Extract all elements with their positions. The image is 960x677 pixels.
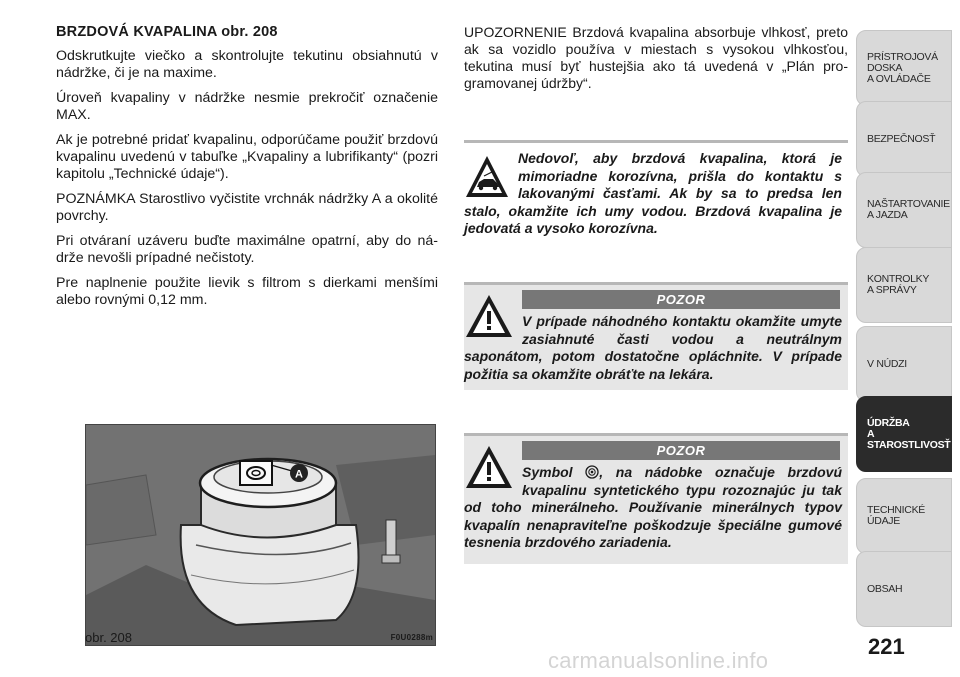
page-number: 221 xyxy=(868,634,905,659)
exclamation-warning-icon xyxy=(464,293,514,339)
paragraph-5: Pri otváraní uzáveru buďte maximálne opatrní, aby do nádrže nevošli prípadné nečistoty. xyxy=(56,233,438,266)
tab-kontrolky[interactable] xyxy=(856,247,952,323)
pozor-2-box xyxy=(464,436,848,564)
pozor-1-text: V prípade náhodného kontaktu okamžite umyte zasiahnuté časti vodou a neutrálnym saponátom, potom dostatočne opláchnite. V prípade požitia sa okamžite obráťte na lekára. xyxy=(464,313,842,382)
pozor-2-text-end: , na nádobke označuje brzdovú kvapalinu syntetického typu rozoznajúc ju tak od toho minerálneho. Používanie minerálnych typov kvapalín nenapraviteľne poškodzuje špeciálne gumové tesnenia brzdového zariadenia. xyxy=(464,464,842,550)
tab-obsah[interactable] xyxy=(856,551,952,627)
tab-v-nudzi[interactable] xyxy=(856,326,952,402)
tab-label: NAŠTARTOVANIE A JAZDA xyxy=(867,198,950,221)
section-heading: BRZDOVÁ KVAPALINA obr. 208 xyxy=(56,24,278,40)
tab-label: OBSAH xyxy=(867,582,903,595)
tab-technicke-udaje[interactable] xyxy=(856,478,952,554)
synthetic-fluid-symbol-icon xyxy=(585,465,599,479)
car-warning-icon xyxy=(464,154,510,200)
paragraph-3: Ak je potrebné pridať kvapalinu, odporúčame použiť brzdovú kvapalinu uvedenú v tabuľke „Kvapaliny a lubrifikanty“ (pozri kapitolu „Technické údaje“). xyxy=(56,132,438,182)
tab-label: PRÍSTROJOVÁ DOSKA A OVLÁDAČE xyxy=(867,50,938,85)
paint-warning-box xyxy=(464,146,848,242)
brake-reservoir-figure xyxy=(85,424,436,646)
paragraph-1: Odskrutkujte viečko a skontrolujte tekutinu obsiahnutú v nádržke, či je na maxime. xyxy=(56,48,438,81)
paragraph-2: Úroveň kvapaliny v nádržke nesmie prekročiť označenie MAX. xyxy=(56,90,438,123)
exclamation-warning-icon-2 xyxy=(464,444,514,490)
tab-nastartovanie[interactable] xyxy=(856,172,952,248)
pozor-1-box xyxy=(464,285,848,390)
tab-label: BEZPEČNOSŤ xyxy=(867,132,936,145)
tab-label: V NÚDZI xyxy=(867,357,907,370)
chapter-tabs xyxy=(856,0,960,677)
paragraph-4-note: POZNÁMKA Starostlivo vyčistite vrchnák nádržky A a okolité povrchy. xyxy=(56,191,438,224)
pozor-2-title: POZOR xyxy=(522,441,840,460)
tab-label: ÚDRŽBA A STAROSTLIVOSŤ xyxy=(867,416,951,451)
right-column xyxy=(464,24,848,92)
pozor-1-title: POZOR xyxy=(522,290,840,309)
label-a: A xyxy=(295,468,303,481)
tab-pristrojova-doska[interactable] xyxy=(856,30,952,106)
tab-bezpecnost[interactable] xyxy=(856,101,952,177)
brake-reservoir-illustration xyxy=(86,425,435,645)
tab-label: KONTROLKY A SPRÁVY xyxy=(867,273,930,296)
paragraph-6: Pre naplnenie použite lievik s filtrom s dierkami menšími alebo rovnými 0,12 mm. xyxy=(56,275,438,308)
watermark: carmanualsonline.info xyxy=(548,648,769,673)
left-column xyxy=(56,24,438,317)
figure-caption-label: obr. 208 xyxy=(85,629,132,645)
tab-label: TECHNICKÉ ÚDAJE xyxy=(867,504,925,527)
warning-divider xyxy=(464,140,848,143)
figure-caption xyxy=(85,629,437,645)
figure-code: F0U0288m xyxy=(390,632,433,642)
pozor-2-text-start: Symbol xyxy=(522,464,586,480)
tab-udrzba[interactable] xyxy=(856,396,952,472)
upozornenie-note: UPOZORNENIE Brzdová kvapalina absorbuje vlhkosť, preto ak sa vozidlo používa v miestach s vysokou vlhkosťou, tekutina musí byť hustejšia ako tá uvedená v „Plán programovanej údržby“. xyxy=(464,24,848,91)
paint-warning-text: Nedovoľ, aby brzdová kvapalina, ktorá je mimoriadne korozívna, prišla do kontaktu s lakovanými časťami. Ak by sa to predsa len stalo, okamžite ich umy vodou. Brzdová kvapalina je jedovatá a vysoko korozívna. xyxy=(464,150,842,236)
